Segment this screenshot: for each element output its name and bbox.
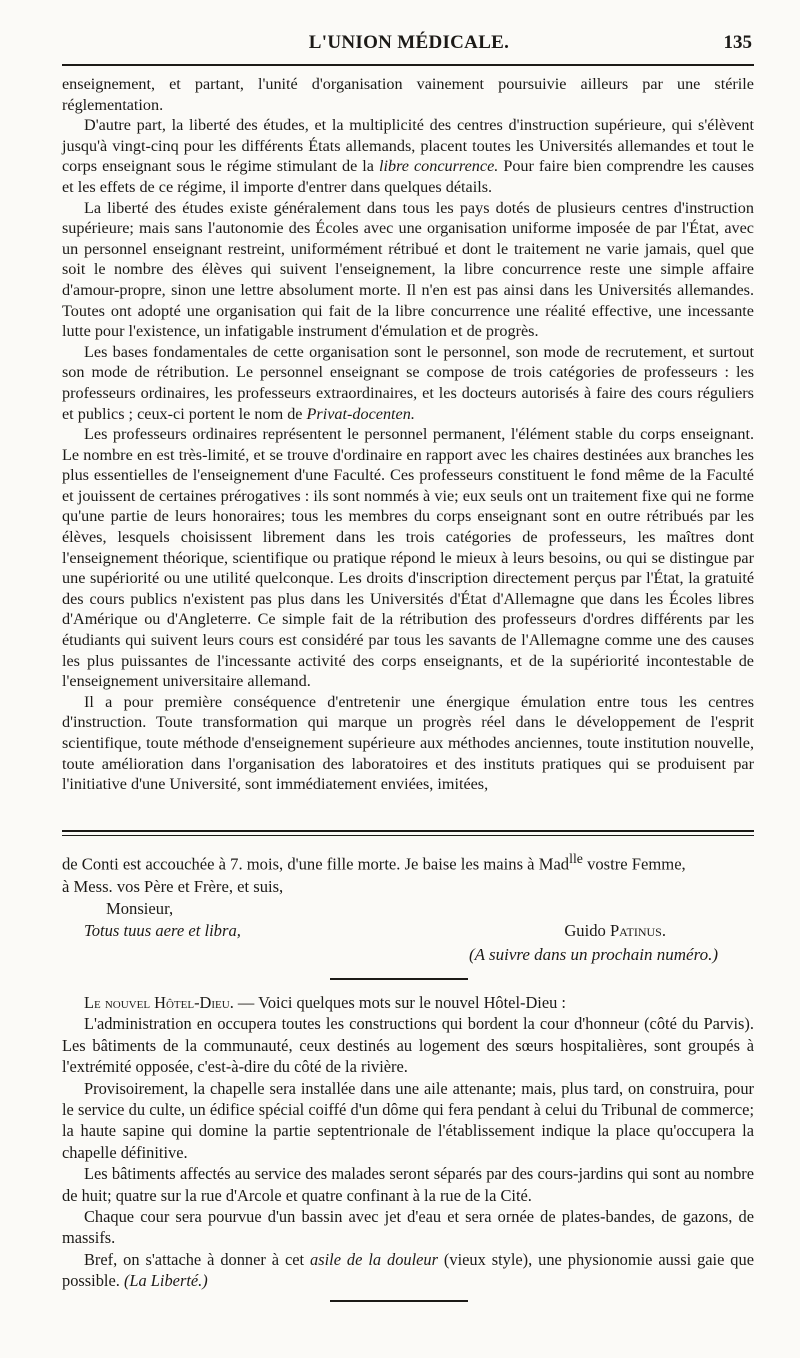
continued-notice: (A suivre dans un prochain numéro.) (469, 944, 718, 964)
paragraph: Les professeurs ordinaires représentent le personnel permanent, l'élément stable du corps enseignant. Le nombre en est très-limité, et se trouve d'ordinaire en rapport avec les chaires destinées aux branches les plus essentielles de l'enseignement d'une Faculté. Ces professeurs constituent le fond même de la Faculté et jouissent de certaines prérogatives : ils sont nommés à vie; eux seuls ont un traitement fixe qui ne forme qu'une partie de leurs honoraires; tous les membres du corps enseignant sont en outre rétribués par les élèves, lesquels choisissent librement dans les trois catégories de professeurs, les maîtres dont l'enseignement théorique, scientifique ou pratique répond le mieux à leurs besoins, ou qui se distingue par une supériorité ou une utilité quelconque. Les droits d'inscription directement perçus par l'État, la gratuité des cours publics n'existent pas plus dans les Universités d'État d'Allemagne que dans les Écoles libres d'Amérique ou d'Angleterre. Ce simple fait de la rétribution des professeurs d'ordres différents par les étudiants qui suivent leurs cours est considéré par tous les savants de l'Allemagne comme une des causes les plus puissantes de l'incessante activité des corps enseignants, et de la supériorité incontestable de l'enseignement universitaire allemand. (62, 425, 754, 691)
header-rule (62, 64, 754, 66)
source-citation: (La Liberté.) (123, 1271, 208, 1291)
short-divider (330, 978, 468, 980)
section-divider-thin (62, 835, 754, 836)
running-title: L'UNION MÉDICALE. (308, 32, 510, 53)
paragraph: Il a pour première conséquence d'entretenir une énergique émulation entre tous les centres d'instruction. Toute transformation qui marque un progrès réel dans le développement de l'esprit scientifique, toute méthode d'enseignement supérieure aux méthodes anciennes, toute institution nouvelle, toute amélioration dans l'organisation des laboratoires et des instituts pratiques qui se produisent par l'initiative d'une Université, sont immédiatement enviées, imitées, (62, 692, 754, 794)
letter-line: à Mess. vos Père et Frère, et suis, (62, 876, 284, 896)
paragraph: Bref, on s'attache à donner à cet asile de la douleur (vieux style), une physionomie aussi gaie que possible. (La Liberté.) (62, 1249, 754, 1291)
paragraph: L'administration en occupera toutes les constructions qui bordent la cour d'honneur (côté du Parvis). Les bâtiments de la communauté, ceux destinés au logement des sœurs hospitalières, sont groupés à l'extrémité opposée, c'est-à-dire du côté de la rivière. (62, 1014, 754, 1077)
letter-ending (62, 848, 754, 966)
page-number: 135 (723, 32, 752, 53)
emphasis: Privat-docenten. (306, 404, 415, 423)
paragraph: Les bases fondamentales de cette organisation sont le personnel, son mode de recrutement, et surtout son mode de rétribution. Le personnel enseignant se compose de trois catégories de professeurs : les professeurs ordinaires, les professeurs extraordinaires, et les docteurs autorisés à faire des cours réguliers et publics ; ceux-ci portent le nom de Privat-docenten. (62, 342, 754, 423)
paragraph: Le nouvel Hôtel-Dieu. — Voici quelques mots sur le nouvel Hôtel-Dieu : (84, 993, 566, 1012)
paragraph: enseignement, et partant, l'unité d'organisation vainement poursuivie ailleurs par une stérile réglementation. (62, 75, 754, 114)
section-divider (62, 830, 754, 832)
article-body (62, 74, 754, 795)
news-item (62, 992, 754, 1292)
news-heading: Le nouvel Hôtel-Dieu. (84, 993, 234, 1012)
paragraph: Provisoirement, la chapelle sera installée dans une aile attenante; mais, plus tard, on construira, pour le service du culte, un édifice spécial coiffé d'un dôme qui fera pendant à celui du Tribunal de commerce; la haute sapine qui domine la partie septentrionale de l'établissement indique la place qu'occupera la chapelle définitive. (62, 1078, 754, 1162)
emphasis: libre concurrence. (378, 157, 499, 176)
page-header (62, 28, 756, 58)
signature: Guido Patinus. (564, 920, 666, 940)
superscript: lle (569, 851, 583, 866)
motto: Totus tuus aere et libra, (84, 920, 241, 940)
paragraph: Les bâtiments affectés au service des malades seront séparés par des cours-jardins qui sont au nombre de huit; quatre sur la rue d'Arcole et quatre confinant à la rue de la Cité. (62, 1164, 754, 1205)
signature-row (62, 920, 754, 942)
paragraph: D'autre part, la liberté des études, et la multiplicité des centres d'instruction supérieure, qui s'élèvent jusqu'à vingt-cinq pour les différents États allemands, placent toutes les Universités allemandes et tout le corps enseignant sous le régime stimulant de la libre concurrence. Pour faire bien comprendre les causes et les effets de ce régime, il importe d'entrer dans quelques détails. (62, 116, 754, 196)
salutation: Monsieur, (106, 898, 174, 918)
letter-line: de Conti est accouchée à 7. mois, d'une fille morte. Je baise les mains à Mad$^{lle}$ vostre Femme, (62, 851, 686, 874)
paragraph: Chaque cour sera pourvue d'un bassin avec jet d'eau et sera ornée de plates-bandes, de gazons, de massifs. (62, 1207, 754, 1248)
short-divider (330, 1300, 468, 1302)
paragraph: La liberté des études existe généralement dans tous les pays dotés de plusieurs centres d'instruction supérieure; mais sans l'autonomie des Écoles avec une organisation uniforme imposée de par l'État, avec un personnel enseignant restreint, uniformément rétribué et dont le traitement ne varie jamais, quel que soit le nombre des élèves qui suivent l'enseignement, la libre concurrence reste une simple affaire d'amour-propre, sinon une lettre absolument morte. Il n'en est pas ainsi dans les Universités allemandes. Toutes ont adopté une organisation qui fait de la libre concurrence une réalité effective, une incessante lutte pour l'existence, un infatigable instrument d'émulation et de progrès. (62, 198, 754, 341)
emphasis: asile de la douleur (310, 1249, 438, 1269)
